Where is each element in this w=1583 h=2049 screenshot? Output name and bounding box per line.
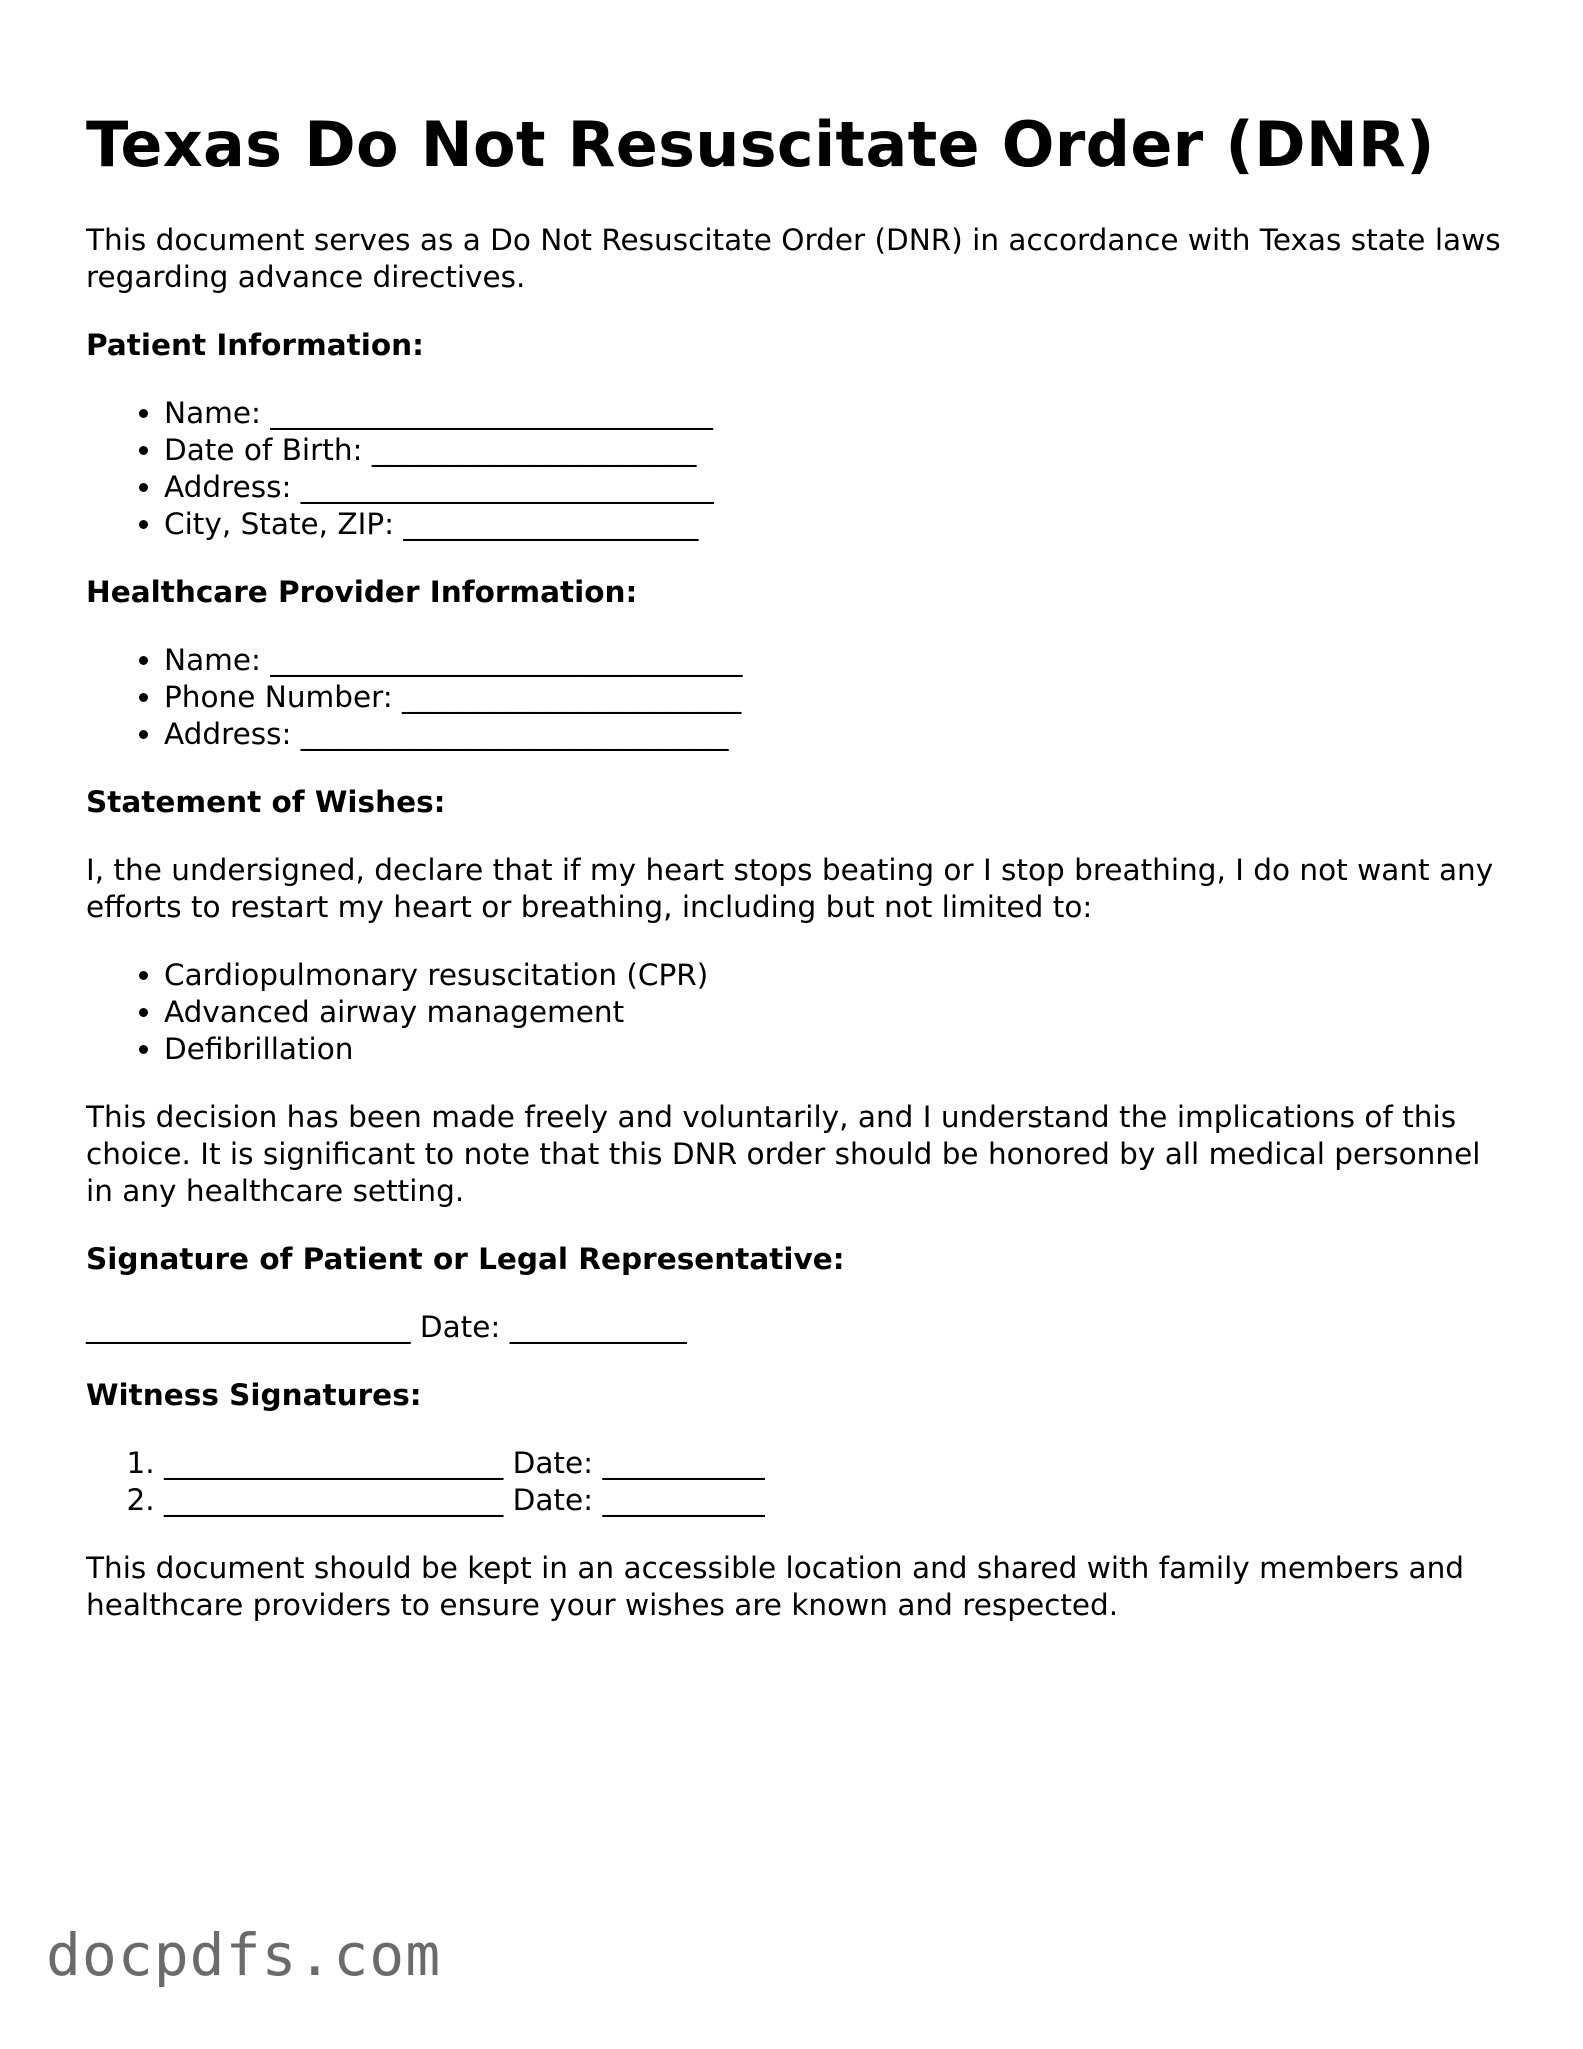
watermark: docpdfs.com (46, 1921, 442, 1989)
patient-address-field: • Address: ____________________________ (164, 469, 1506, 506)
patient-city-state-zip-field: • City, State, ZIP: ____________________ (164, 506, 1506, 543)
provider-info-list (86, 642, 1506, 753)
witness-heading: Witness Signatures: (86, 1378, 422, 1413)
patient-name-field: • Name: ______________________________ (164, 395, 1506, 432)
wishes-list (86, 957, 1506, 1068)
decision-paragraph: This decision has been made freely and voluntarily, and I understand the implications of this choice. It is significant to note that this DNR order should be honored by all medical personnel in any healthcare setting. (86, 1100, 1481, 1209)
wish-item-cpr: • Cardiopulmonary resuscitation (CPR) (164, 957, 1506, 994)
closing-paragraph: This document should be kept in an accessible location and shared with family members and healthcare providers to ensure your wishes are known and respected. (86, 1551, 1465, 1623)
patient-info-heading: Patient Information: (86, 328, 424, 363)
intro-paragraph: This document serves as a Do Not Resuscitate Order (DNR) in accordance with Texas state laws regarding advance directives. (86, 223, 1501, 295)
patient-signature-line: ______________________ Date: ____________ (86, 1310, 687, 1345)
wishes-statement: I, the undersigned, declare that if my heart stops beating or I stop breathing, I do not want any efforts to restart my heart or breathing, including but not limited to: (86, 853, 1494, 925)
patient-dob-field: • Date of Birth: ______________________ (164, 432, 1506, 469)
wish-item-defibrillation: • Defibrillation (164, 1031, 1506, 1068)
wishes-heading: Statement of Wishes: (86, 785, 446, 820)
witness-list (86, 1445, 1506, 1519)
witness-signature-line: 2. _______________________ Date: ___________ (164, 1482, 1506, 1519)
wish-item-airway: • Advanced airway management (164, 994, 1506, 1031)
witness-signature-line: 1. _______________________ Date: ___________ (164, 1445, 1506, 1482)
page-title: Texas Do Not Resuscitate Order (DNR) (86, 108, 1435, 181)
document-page (86, 108, 1506, 1655)
provider-info-heading: Healthcare Provider Information: (86, 575, 638, 610)
signature-heading: Signature of Patient or Legal Representative: (86, 1242, 845, 1277)
provider-address-field: • Address: _____________________________ (164, 716, 1506, 753)
patient-info-list (86, 395, 1506, 543)
provider-phone-field: • Phone Number: _______________________ (164, 679, 1506, 716)
provider-name-field: • Name: ________________________________ (164, 642, 1506, 679)
